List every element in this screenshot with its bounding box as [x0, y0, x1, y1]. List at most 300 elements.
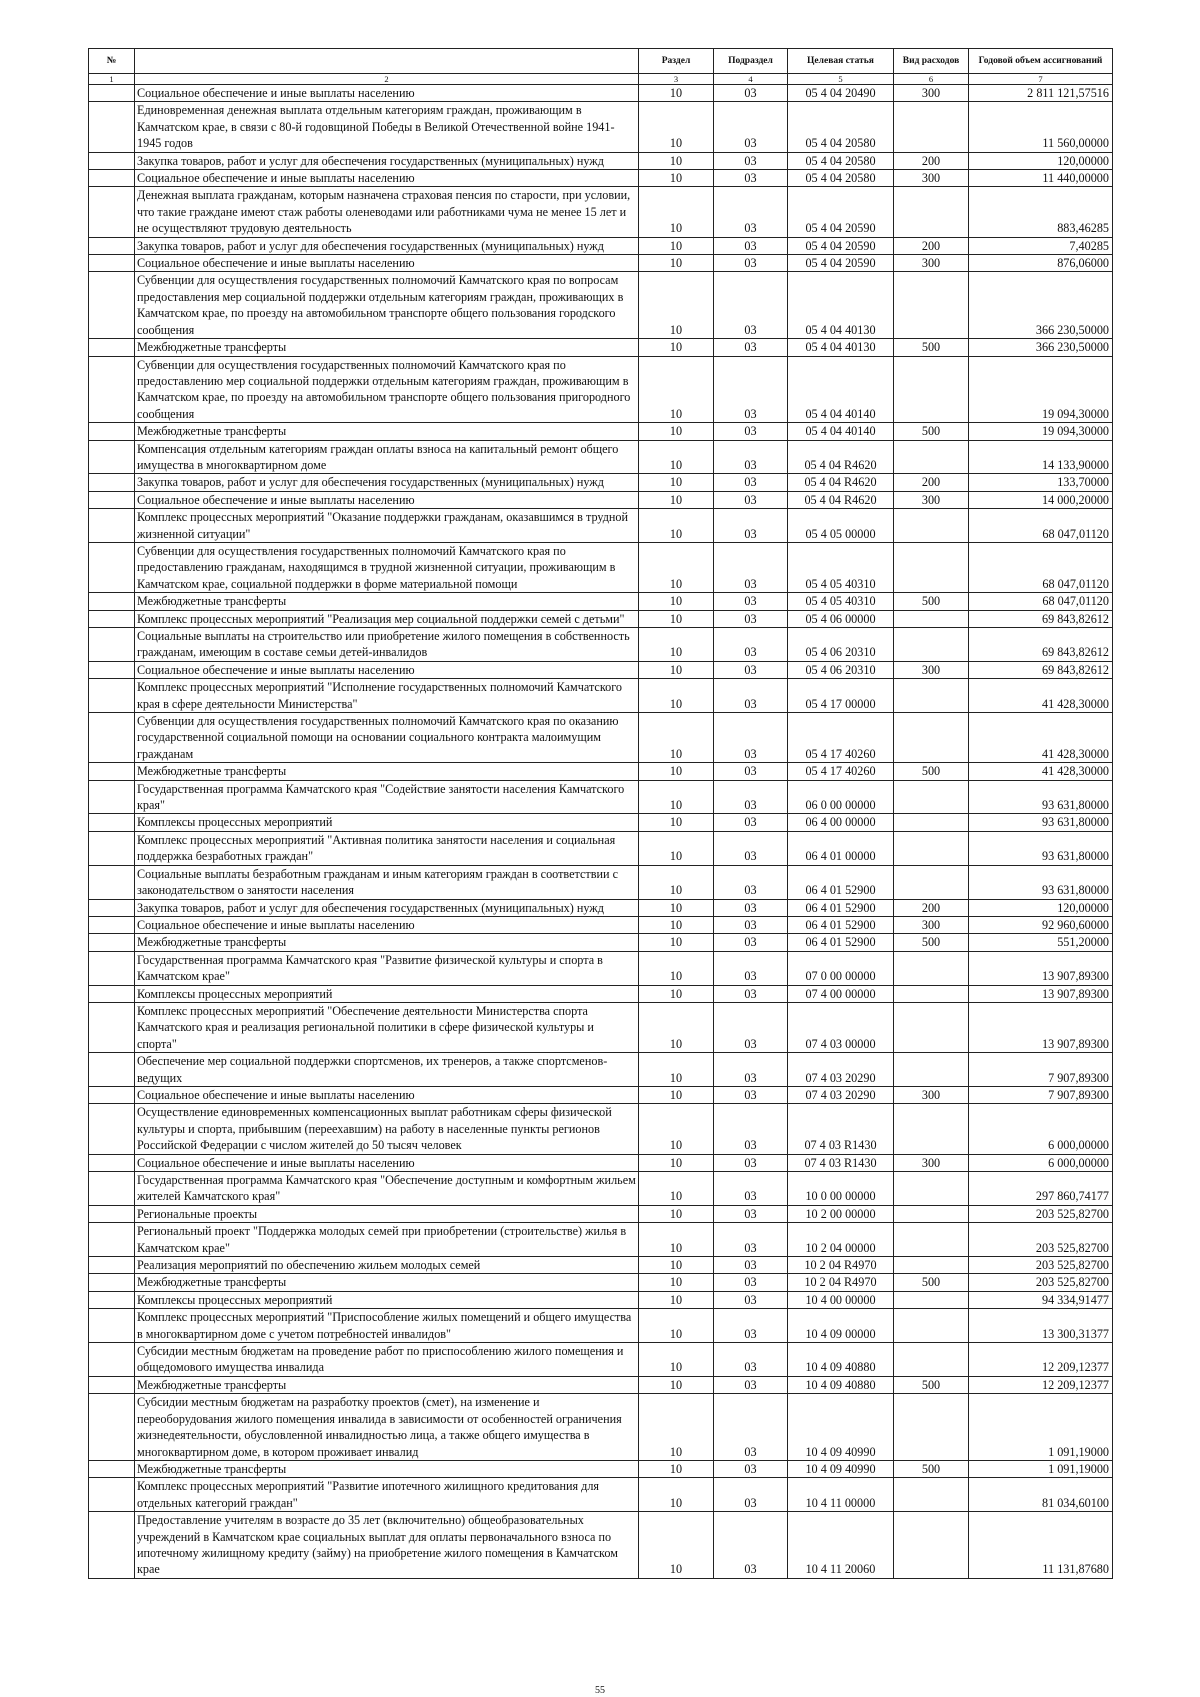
row-amount: 297 860,74177 — [969, 1172, 1113, 1206]
row-section: 10 — [639, 474, 714, 491]
row-subsection: 03 — [714, 509, 788, 543]
row-target-article: 07 0 00 00000 — [788, 951, 894, 985]
row-section: 10 — [639, 1394, 714, 1461]
row-expense-type — [894, 1223, 969, 1257]
row-expense-type — [894, 610, 969, 627]
column-number: 4 — [714, 74, 788, 85]
row-number-cell — [89, 255, 135, 272]
row-target-article: 06 4 00 00000 — [788, 814, 894, 831]
row-expense-type: 300 — [894, 170, 969, 187]
row-name: Комплекс процессных мероприятий "Реализация мер социальной поддержки семей с детьми" — [135, 610, 639, 627]
row-amount: 14 133,90000 — [969, 440, 1113, 474]
row-section: 10 — [639, 628, 714, 662]
row-section: 10 — [639, 780, 714, 814]
row-section: 10 — [639, 491, 714, 508]
row-amount: 133,70000 — [969, 474, 1113, 491]
row-target-article: 06 4 01 52900 — [788, 934, 894, 951]
row-expense-type — [894, 102, 969, 152]
row-name: Субсидии местным бюджетам на разработку проектов (смет), на изменение и переоборудования жилого помещения инвалида в зависимости от особенностей ограничения жизнедеятельности, обусловленной инвалидностью лица, а также общего имущества в многоквартирном доме, в котором проживает инвалид — [135, 1394, 639, 1461]
row-subsection: 03 — [714, 1154, 788, 1171]
row-section: 10 — [639, 610, 714, 627]
row-section: 10 — [639, 423, 714, 440]
row-name: Субвенции для осуществления государственных полномочий Камчатского края по предоставлению мер социальной поддержки отдельным категориям граждан, проживающим в Камчатском крае, по проезду на автомобильном транспорте общего пользования пригородного сообщения — [135, 356, 639, 423]
row-number-cell — [89, 1512, 135, 1579]
row-number-cell — [89, 763, 135, 780]
row-target-article: 05 4 06 20310 — [788, 661, 894, 678]
row-subsection: 03 — [714, 593, 788, 610]
row-expense-type — [894, 831, 969, 865]
row-amount: 41 428,30000 — [969, 763, 1113, 780]
table-row — [89, 1460, 1113, 1477]
row-section: 10 — [639, 440, 714, 474]
row-amount: 93 631,80000 — [969, 814, 1113, 831]
row-name: Комплекс процессных мероприятий "Активная политика занятости населения и социальная поддержка безработных граждан" — [135, 831, 639, 865]
table-row — [89, 1512, 1113, 1579]
row-number-cell — [89, 661, 135, 678]
row-name: Осуществление единовременных компенсационных выплат работникам сферы физической культуры и спорта, прибывшим (переехавшим) на работу в населенные пункты регионов Российской Федерации с числом жителей до 50 тысяч человек — [135, 1104, 639, 1154]
table-row — [89, 1343, 1113, 1377]
row-number-cell — [89, 1172, 135, 1206]
row-expense-type — [894, 951, 969, 985]
row-expense-type: 300 — [894, 661, 969, 678]
row-name: Социальное обеспечение и иные выплаты населению — [135, 170, 639, 187]
row-section: 10 — [639, 593, 714, 610]
column-number-row — [89, 74, 1113, 85]
row-subsection: 03 — [714, 1394, 788, 1461]
row-section: 10 — [639, 1104, 714, 1154]
row-number-cell — [89, 272, 135, 339]
row-subsection: 03 — [714, 951, 788, 985]
row-target-article: 10 4 00 00000 — [788, 1291, 894, 1308]
row-subsection: 03 — [714, 1376, 788, 1393]
row-target-article: 10 4 09 40880 — [788, 1376, 894, 1393]
row-subsection: 03 — [714, 423, 788, 440]
row-name: Комплексы процессных мероприятий — [135, 814, 639, 831]
row-section: 10 — [639, 951, 714, 985]
row-amount: 6 000,00000 — [969, 1104, 1113, 1154]
table-row — [89, 916, 1113, 933]
row-target-article: 05 4 17 00000 — [788, 679, 894, 713]
row-subsection: 03 — [714, 152, 788, 169]
budget-table — [88, 48, 1113, 1579]
row-target-article: 06 0 00 00000 — [788, 780, 894, 814]
row-name: Межбюджетные трансферты — [135, 1376, 639, 1393]
row-name: Субсидии местным бюджетам на проведение работ по приспособлению жилого помещения и общедомового имущества инвалида — [135, 1343, 639, 1377]
row-section: 10 — [639, 1002, 714, 1052]
row-target-article: 10 4 09 40990 — [788, 1460, 894, 1477]
row-subsection: 03 — [714, 170, 788, 187]
table-row — [89, 509, 1113, 543]
table-row — [89, 237, 1113, 254]
row-name: Региональный проект "Поддержка молодых семей при приобретении (строительстве) жилья в Камчатском крае" — [135, 1223, 639, 1257]
row-target-article: 10 4 09 40880 — [788, 1343, 894, 1377]
row-number-cell — [89, 593, 135, 610]
table-row — [89, 1172, 1113, 1206]
row-section: 10 — [639, 661, 714, 678]
table-row — [89, 255, 1113, 272]
row-section: 10 — [639, 1376, 714, 1393]
row-name: Обеспечение мер социальной поддержки спортсменов, их тренеров, а также спортсменов-ведущих — [135, 1053, 639, 1087]
row-amount: 12 209,12377 — [969, 1376, 1113, 1393]
row-subsection: 03 — [714, 102, 788, 152]
column-number: 1 — [89, 74, 135, 85]
row-number-cell — [89, 1274, 135, 1291]
row-name: Государственная программа Камчатского края "Содействие занятости населения Камчатского края" — [135, 780, 639, 814]
row-name: Государственная программа Камчатского края "Развитие физической культуры и спорта в Камчатском крае" — [135, 951, 639, 985]
row-section: 10 — [639, 339, 714, 356]
table-row — [89, 593, 1113, 610]
table-header — [89, 49, 1113, 85]
row-expense-type — [894, 780, 969, 814]
row-number-cell — [89, 814, 135, 831]
row-section: 10 — [639, 272, 714, 339]
row-amount: 203 525,82700 — [969, 1274, 1113, 1291]
row-number-cell — [89, 1291, 135, 1308]
table-row — [89, 1394, 1113, 1461]
row-expense-type — [894, 1394, 969, 1461]
row-target-article: 10 2 00 00000 — [788, 1205, 894, 1222]
row-name: Субвенции для осуществления государственных полномочий Камчатского края по вопросам предоставления мер социальной поддержки отдельным категориям граждан, проживающих в Камчатском крае, по проезду на автомобильном транспорте общего пользования городского сообщения — [135, 272, 639, 339]
row-expense-type: 200 — [894, 237, 969, 254]
row-amount: 13 907,89300 — [969, 951, 1113, 985]
row-number-cell — [89, 951, 135, 985]
row-amount: 1 091,19000 — [969, 1460, 1113, 1477]
row-subsection: 03 — [714, 356, 788, 423]
row-section: 10 — [639, 814, 714, 831]
row-subsection: 03 — [714, 255, 788, 272]
row-section: 10 — [639, 1460, 714, 1477]
row-name: Комплекс процессных мероприятий "Развитие ипотечного жилищного кредитования для отдельных категорий граждан" — [135, 1478, 639, 1512]
table-row — [89, 152, 1113, 169]
row-number-cell — [89, 237, 135, 254]
row-expense-type — [894, 509, 969, 543]
row-section: 10 — [639, 187, 714, 237]
row-amount: 68 047,01120 — [969, 509, 1113, 543]
row-section: 10 — [639, 1053, 714, 1087]
row-amount: 68 047,01120 — [969, 542, 1113, 592]
row-target-article: 05 4 05 40310 — [788, 593, 894, 610]
row-name: Социальное обеспечение и иные выплаты населению — [135, 1154, 639, 1171]
row-section: 10 — [639, 865, 714, 899]
row-section: 10 — [639, 1291, 714, 1308]
row-amount: 93 631,80000 — [969, 831, 1113, 865]
row-section: 10 — [639, 916, 714, 933]
header-name — [135, 49, 639, 74]
row-expense-type: 300 — [894, 1086, 969, 1103]
page-number: 55 — [595, 1685, 605, 1696]
row-target-article: 05 4 04 40140 — [788, 423, 894, 440]
row-name: Комплексы процессных мероприятий — [135, 985, 639, 1002]
table-row — [89, 1053, 1113, 1087]
row-target-article: 05 4 17 40260 — [788, 713, 894, 763]
row-number-cell — [89, 1309, 135, 1343]
row-name: Социальное обеспечение и иные выплаты населению — [135, 85, 639, 102]
row-number-cell — [89, 679, 135, 713]
row-amount: 11 440,00000 — [969, 170, 1113, 187]
header-expense: Вид расходов — [894, 49, 969, 74]
row-subsection: 03 — [714, 1478, 788, 1512]
row-subsection: 03 — [714, 831, 788, 865]
row-amount: 92 960,60000 — [969, 916, 1113, 933]
row-amount: 69 843,82612 — [969, 661, 1113, 678]
row-name: Государственная программа Камчатского края "Обеспечение доступным и комфортным жильем жителей Камчатского края" — [135, 1172, 639, 1206]
row-amount: 2 811 121,57516 — [969, 85, 1113, 102]
row-number-cell — [89, 474, 135, 491]
row-number-cell — [89, 339, 135, 356]
row-number-cell — [89, 1257, 135, 1274]
row-name: Единовременная денежная выплата отдельным категориям граждан, проживающим в Камчатском крае, в связи с 80-й годовщиной Победы в Великой Отечественной войне 1941-1945 годов — [135, 102, 639, 152]
row-expense-type: 500 — [894, 1376, 969, 1393]
row-number-cell — [89, 423, 135, 440]
table-row — [89, 1086, 1113, 1103]
row-target-article: 05 4 17 40260 — [788, 763, 894, 780]
column-number: 3 — [639, 74, 714, 85]
row-subsection: 03 — [714, 679, 788, 713]
row-name: Субвенции для осуществления государственных полномочий Камчатского края по оказанию государственной социальной помощи на основании социального контракта малоимущим гражданам — [135, 713, 639, 763]
row-subsection: 03 — [714, 339, 788, 356]
row-amount: 94 334,91477 — [969, 1291, 1113, 1308]
row-number-cell — [89, 509, 135, 543]
row-section: 10 — [639, 102, 714, 152]
row-name: Комплекс процессных мероприятий "Приспособление жилых помещений и общего имущества в многоквартирном доме с учетом потребностей инвалидов" — [135, 1309, 639, 1343]
row-number-cell — [89, 1376, 135, 1393]
row-expense-type — [894, 1478, 969, 1512]
row-amount: 13 300,31377 — [969, 1309, 1113, 1343]
table-row — [89, 423, 1113, 440]
table-row — [89, 1257, 1113, 1274]
row-section: 10 — [639, 542, 714, 592]
row-amount: 203 525,82700 — [969, 1205, 1113, 1222]
row-subsection: 03 — [714, 1343, 788, 1377]
row-name: Денежная выплата гражданам, которым назначена страховая пенсия по старости, при условии, что такие граждане имеют стаж работы оленеводами или работниками чума не менее 15 лет и не осуществляют трудовую деятельность — [135, 187, 639, 237]
row-expense-type — [894, 1343, 969, 1377]
row-section: 10 — [639, 679, 714, 713]
table-row — [89, 1309, 1113, 1343]
row-expense-type — [894, 1309, 969, 1343]
row-number-cell — [89, 1104, 135, 1154]
row-subsection: 03 — [714, 474, 788, 491]
row-target-article: 10 4 11 00000 — [788, 1478, 894, 1512]
row-name: Межбюджетные трансферты — [135, 339, 639, 356]
row-target-article: 05 4 04 40130 — [788, 339, 894, 356]
row-number-cell — [89, 1343, 135, 1377]
table-row — [89, 339, 1113, 356]
row-section: 10 — [639, 1086, 714, 1103]
row-subsection: 03 — [714, 1086, 788, 1103]
row-amount: 203 525,82700 — [969, 1257, 1113, 1274]
row-amount: 120,00000 — [969, 899, 1113, 916]
row-section: 10 — [639, 170, 714, 187]
row-amount: 876,06000 — [969, 255, 1113, 272]
row-name: Субвенции для осуществления государственных полномочий Камчатского края по предоставлению гражданам, находящимся в трудной жизненной ситуации, проживающим в Камчатском крае, социальной поддержки в форме материальной помощи — [135, 542, 639, 592]
row-target-article: 10 0 00 00000 — [788, 1172, 894, 1206]
row-name: Закупка товаров, работ и услуг для обеспечения государственных (муниципальных) нужд — [135, 474, 639, 491]
row-amount: 11 560,00000 — [969, 102, 1113, 152]
row-target-article: 06 4 01 52900 — [788, 865, 894, 899]
row-name: Реализация мероприятий по обеспечению жильем молодых семей — [135, 1257, 639, 1274]
row-expense-type: 300 — [894, 916, 969, 933]
table-row — [89, 1376, 1113, 1393]
row-section: 10 — [639, 1478, 714, 1512]
header-target: Целевая статья — [788, 49, 894, 74]
row-target-article: 07 4 03 R1430 — [788, 1154, 894, 1171]
row-amount: 69 843,82612 — [969, 610, 1113, 627]
row-target-article: 06 4 01 52900 — [788, 916, 894, 933]
row-amount: 93 631,80000 — [969, 780, 1113, 814]
row-amount: 14 000,20000 — [969, 491, 1113, 508]
row-expense-type — [894, 1002, 969, 1052]
row-subsection: 03 — [714, 661, 788, 678]
row-target-article: 07 4 03 20290 — [788, 1053, 894, 1087]
row-target-article: 05 4 05 40310 — [788, 542, 894, 592]
row-name: Комплекс процессных мероприятий "Обеспечение деятельности Министерства спорта Камчатского края и реализация региональной политики в сфере физической культуры и спорта" — [135, 1002, 639, 1052]
row-section: 10 — [639, 934, 714, 951]
row-number-cell — [89, 1086, 135, 1103]
row-target-article: 05 4 04 20590 — [788, 187, 894, 237]
row-target-article: 10 4 09 40990 — [788, 1394, 894, 1461]
row-subsection: 03 — [714, 780, 788, 814]
row-section: 10 — [639, 1223, 714, 1257]
row-subsection: 03 — [714, 1460, 788, 1477]
row-amount: 13 907,89300 — [969, 985, 1113, 1002]
row-number-cell — [89, 1394, 135, 1461]
row-expense-type — [894, 356, 969, 423]
row-expense-type: 500 — [894, 423, 969, 440]
table-row — [89, 272, 1113, 339]
row-target-article: 07 4 00 00000 — [788, 985, 894, 1002]
row-target-article: 05 4 04 20490 — [788, 85, 894, 102]
row-expense-type — [894, 1257, 969, 1274]
row-section: 10 — [639, 85, 714, 102]
row-expense-type: 300 — [894, 1154, 969, 1171]
row-section: 10 — [639, 1205, 714, 1222]
table-row — [89, 356, 1113, 423]
column-number: 5 — [788, 74, 894, 85]
table-row — [89, 763, 1113, 780]
row-amount: 7,40285 — [969, 237, 1113, 254]
row-amount: 120,00000 — [969, 152, 1113, 169]
row-number-cell — [89, 865, 135, 899]
row-section: 10 — [639, 899, 714, 916]
table-row — [89, 831, 1113, 865]
row-number-cell — [89, 1205, 135, 1222]
table-row — [89, 1223, 1113, 1257]
row-name: Социальные выплаты на строительство или приобретение жилого помещения в собственность гражданам, имеющим в составе семьи детей-инвалидов — [135, 628, 639, 662]
row-expense-type — [894, 679, 969, 713]
row-amount: 11 131,87680 — [969, 1512, 1113, 1579]
row-number-cell — [89, 713, 135, 763]
row-number-cell — [89, 610, 135, 627]
row-subsection: 03 — [714, 1274, 788, 1291]
row-subsection: 03 — [714, 1002, 788, 1052]
row-expense-type: 500 — [894, 1460, 969, 1477]
table-row — [89, 491, 1113, 508]
row-subsection: 03 — [714, 610, 788, 627]
row-expense-type — [894, 713, 969, 763]
row-name: Закупка товаров, работ и услуг для обеспечения государственных (муниципальных) нужд — [135, 899, 639, 916]
row-name: Социальное обеспечение и иные выплаты населению — [135, 255, 639, 272]
row-section: 10 — [639, 1257, 714, 1274]
row-target-article: 05 4 05 00000 — [788, 509, 894, 543]
row-name: Межбюджетные трансферты — [135, 934, 639, 951]
table-row — [89, 170, 1113, 187]
row-section: 10 — [639, 509, 714, 543]
row-target-article: 07 4 03 00000 — [788, 1002, 894, 1052]
row-target-article: 05 4 04 40130 — [788, 272, 894, 339]
table-row — [89, 1104, 1113, 1154]
row-section: 10 — [639, 356, 714, 423]
row-expense-type — [894, 187, 969, 237]
table-row — [89, 661, 1113, 678]
row-subsection: 03 — [714, 814, 788, 831]
table-row — [89, 679, 1113, 713]
row-section: 10 — [639, 152, 714, 169]
row-number-cell — [89, 542, 135, 592]
row-section: 10 — [639, 713, 714, 763]
row-expense-type: 500 — [894, 934, 969, 951]
row-target-article: 10 4 09 00000 — [788, 1309, 894, 1343]
row-name: Социальное обеспечение и иные выплаты населению — [135, 491, 639, 508]
table-row — [89, 187, 1113, 237]
row-expense-type: 200 — [894, 152, 969, 169]
table-row — [89, 1291, 1113, 1308]
header-amount: Годовой объем ассигнований — [969, 49, 1113, 74]
row-name: Предоставление учителям в возрасте до 35 лет (включительно) общеобразовательных учреждений в Камчатском крае социальных выплат для оплаты первоначального взноса по ипотечному жилищному кредиту (займу) на приобретение жилого помещения в Камчатском крае — [135, 1512, 639, 1579]
row-expense-type — [894, 542, 969, 592]
row-target-article: 05 4 04 R4620 — [788, 491, 894, 508]
row-target-article: 05 4 04 20580 — [788, 152, 894, 169]
row-number-cell — [89, 152, 135, 169]
row-section: 10 — [639, 1309, 714, 1343]
row-subsection: 03 — [714, 985, 788, 1002]
row-expense-type: 500 — [894, 763, 969, 780]
row-expense-type — [894, 985, 969, 1002]
row-section: 10 — [639, 255, 714, 272]
row-section: 10 — [639, 1172, 714, 1206]
row-target-article: 10 2 04 R4970 — [788, 1257, 894, 1274]
row-subsection: 03 — [714, 187, 788, 237]
row-expense-type — [894, 440, 969, 474]
row-target-article: 10 4 11 20060 — [788, 1512, 894, 1579]
table-row — [89, 440, 1113, 474]
row-target-article: 10 2 04 00000 — [788, 1223, 894, 1257]
table-row — [89, 951, 1113, 985]
row-expense-type: 200 — [894, 474, 969, 491]
row-number-cell — [89, 628, 135, 662]
table-row — [89, 934, 1113, 951]
table-row — [89, 1154, 1113, 1171]
row-target-article: 06 4 01 00000 — [788, 831, 894, 865]
table-row — [89, 985, 1113, 1002]
row-target-article: 05 4 04 40140 — [788, 356, 894, 423]
row-name: Закупка товаров, работ и услуг для обеспечения государственных (муниципальных) нужд — [135, 152, 639, 169]
row-subsection: 03 — [714, 1053, 788, 1087]
row-number-cell — [89, 1460, 135, 1477]
row-section: 10 — [639, 985, 714, 1002]
header-num: № — [89, 49, 135, 74]
row-amount: 366 230,50000 — [969, 339, 1113, 356]
table-row — [89, 1002, 1113, 1052]
row-expense-type — [894, 628, 969, 662]
row-expense-type — [894, 272, 969, 339]
row-name: Межбюджетные трансферты — [135, 423, 639, 440]
row-expense-type: 500 — [894, 593, 969, 610]
row-subsection: 03 — [714, 1172, 788, 1206]
row-amount: 366 230,50000 — [969, 272, 1113, 339]
row-target-article: 05 4 04 20580 — [788, 102, 894, 152]
row-name: Комплексы процессных мероприятий — [135, 1291, 639, 1308]
row-name: Межбюджетные трансферты — [135, 763, 639, 780]
